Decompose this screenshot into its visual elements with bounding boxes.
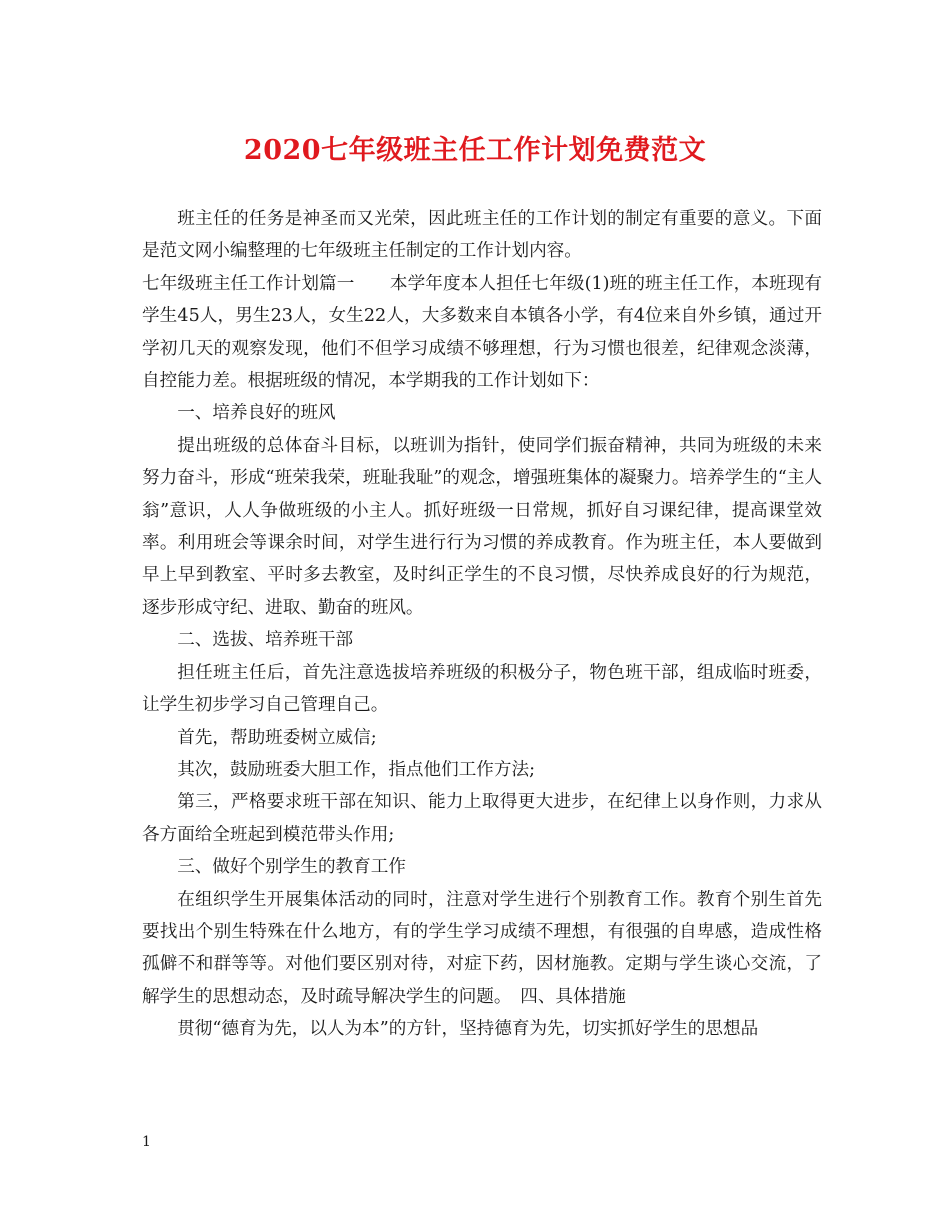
- section-heading-2: 二、选拔、培养班干部: [177, 630, 354, 651]
- section-heading-3: 三、做好个别学生的教育工作: [177, 857, 406, 878]
- paragraph-class-style: 提出班级的总体奋斗目标，以班训为指针，使同学们振奋精神，共同为班级的未来努力奋斗，形成“班荣我荣，班耻我耻”的观念，增强班集体的凝聚力。培养学生的“主人翁”意识，人人争做班级的小主人。抓好班级一日常规，抓好自习课纪律，提高课堂效率。利用班会等课余时间，对学生进行行为习惯的养成教育。作为班主任，本人要做到早上早到教室、平时多去教室，及时纠正学生的不良习惯，尽快养成良好的行为规范，逐步形成守纪、进取、勤奋的班风。: [142, 435, 822, 618]
- section-heading-1: 一、培养良好的班风: [177, 403, 336, 424]
- paragraph-third: 第三，严格要求班干部在知识、能力上取得更大进步，在纪律上以身作则，力求从各方面给全班起到模范带头作用;: [142, 792, 822, 845]
- paragraph-first: 首先，帮助班委树立威信;: [177, 727, 377, 748]
- paragraph-second: 其次，鼓励班委大胆工作，指点他们工作方法;: [177, 759, 535, 780]
- document-body: [142, 203, 822, 1046]
- paragraph-class-cadre: 担任班主任后，首先注意选拔培养班级的积极分子，物色班干部，组成临时班委，让学生初步学习自己管理自己。: [142, 662, 822, 716]
- document-title: 2020七年级班主任工作计划免费范文: [243, 135, 707, 166]
- paragraph-moral-education: 贯彻“德育为先，以人为本”的方针，坚持德育为先，切实抓好学生的思想品: [177, 1019, 759, 1040]
- paragraph-individual-education: 在组织学生开展集体活动的同时，注意对学生进行个别教育工作。教育个别生首先要找出个别生特殊在什么地方，有的学生学习成绩不理想，有很强的自卑感，造成性格孤僻不和群等等。对他们要区别对待，对症下药，因材施教。定期与学生谈心交流，了解学生的思想动态，及时疏导解决学生的问题。 四、具体措施: [142, 889, 822, 1007]
- paragraph-intro: 班主任的任务是神圣而又光荣，因此班主任的工作计划的制定有重要的意义。下面是范文网小编整理的七年级班主任制定的工作计划内容。: [142, 209, 822, 262]
- paragraph-plan-one: 七年级班主任工作计划篇一 本学年度本人担任七年级(1)班的班主任工作，本班现有学生45人，男生23人，女生22人，大多数来自本镇各小学，有4位来自外乡镇，通过开学初几天的观察发现，他们不但学习成绩不够理想，行为习惯也很差，纪律观念淡薄，自控能力差。根据班级的情况，本学期我的工作计划如下：: [142, 273, 822, 392]
- page-number: 1: [142, 1134, 151, 1150]
